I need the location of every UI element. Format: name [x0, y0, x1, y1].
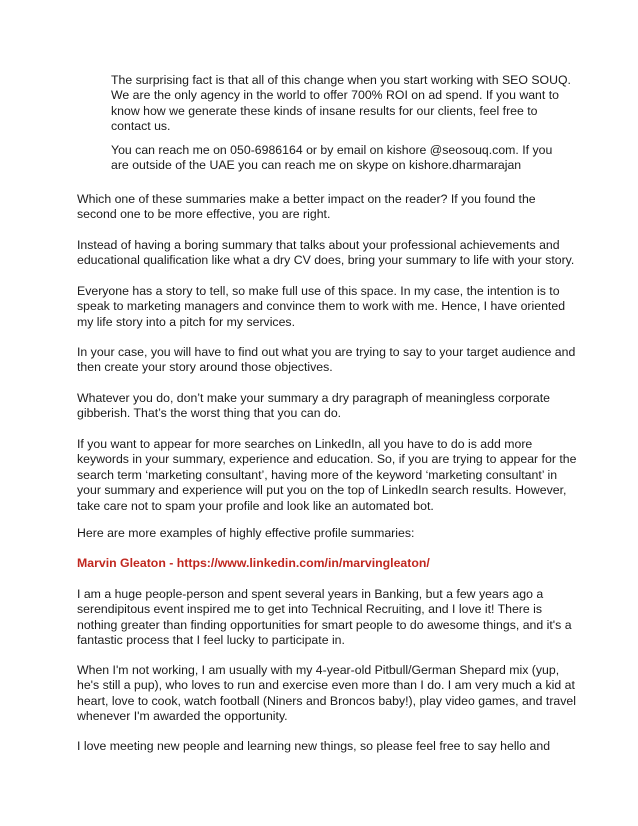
paragraph-meeting-people: I love meeting new people and learning new things, so please feel free to say hello and	[77, 739, 551, 753]
paragraph-which-summary: Which one of these summaries make a better impact on the reader? If you found the second one to be more effective, you are right.	[77, 192, 536, 222]
paragraph-people-person: I am a huge people-person and spent several years in Banking, but a few years ago a serendipitous event inspired me to get into Technical Recruiting, and I love it! There is nothing greater than finding opportunities for smart people to do awesome things, and it's a fantastic process that I feel lucky to participate in.	[77, 587, 572, 648]
paragraph-examples-intro: Here are more examples of highly effective profile summaries:	[77, 526, 415, 540]
paragraph-keywords: If you want to appear for more searches on LinkedIn, all you have to do is add more keywords in your summary, experience and education. So, if you are trying to appear for the search term ‘marketing consultant’, having more of the keyword ‘marketing consultant’ in your summary and experience will put you on the top of LinkedIn search results. However, take care not to spam your profile and look like an automated bot.	[77, 437, 577, 513]
quote-paragraph-contact: You can reach me on 050-6986164 or by email on kishore @seosouq.com. If you are outside of the UAE you can reach me on skype on kishore.dharmarajan	[111, 143, 553, 173]
quote-paragraph-seo-souq: The surprising fact is that all of this change when you start working with SEO SOUQ. We are the only agency in the world to offer 700% ROI on ad spend. If you want to know how we generate these kinds of insane results for our clients, feel free to contact us.	[111, 73, 571, 134]
paragraph-boring-summary: Instead of having a boring summary that talks about your professional achievements and educational qualification like what a dry CV does, bring your summary to life with your story.	[77, 238, 575, 268]
paragraph-not-working: When I'm not working, I am usually with my 4-year-old Pitbull/German Shepard mix (yup, he's still a pup), who loves to run and exercise even more than I do. I am very much a kid at heart, love to cook, watch football (Niners and Broncos baby!), play video games, and travel whenever I'm awarded the opportunity.	[77, 663, 576, 724]
profile-heading-link[interactable]: Marvin Gleaton - https://www.linkedin.com/in/marvingleaton/	[77, 556, 430, 570]
paragraph-your-case: In your case, you will have to find out what you are trying to say to your target audience and then create your story around those objectives.	[77, 345, 576, 375]
paragraph-story: Everyone has a story to tell, so make full use of this space. In my case, the intention is to speak to marketing managers and convince them to work with me. Hence, I have oriented my life story into a pitch for my services.	[77, 284, 566, 329]
paragraph-whatever: Whatever you do, don’t make your summary a dry paragraph of meaningless corporate gibberish. That’s the worst thing that you can do.	[77, 391, 550, 421]
